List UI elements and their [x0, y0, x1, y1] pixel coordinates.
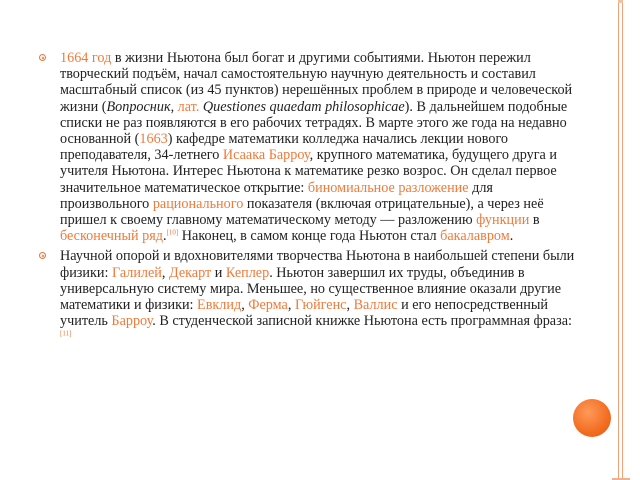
link-1663[interactable]: 1663 [139, 131, 168, 148]
link-1664-year[interactable]: 1664 год [60, 50, 112, 66]
text: ) кафедре математики колледжа начались лекции нового преподавателя, 34-летнего [60, 131, 509, 164]
text: показателя (включая отрицательные), а через неё пришел к своему главному математическому методу — разложению [60, 195, 544, 229]
paragraph-1 [38, 50, 576, 244]
link-rational[interactable]: рационального [152, 195, 244, 212]
text: , [161, 264, 169, 281]
link-barrow[interactable]: Барроу [111, 313, 153, 330]
slide-text-body [38, 50, 576, 350]
text: Научной опорой и вдохновителями творчества Ньютона в наибольшей степени были физики: [60, 248, 575, 281]
link-isaac-barrow[interactable]: Исаака Барроу [222, 147, 310, 164]
link-function[interactable]: функции [476, 212, 530, 229]
bullet-icon [39, 252, 46, 259]
text: и его непосредственный учитель [60, 297, 548, 330]
link-bachelor[interactable]: бакалавром [440, 228, 510, 245]
link-descartes[interactable]: Декарт [168, 264, 212, 281]
text: , [170, 98, 178, 115]
decorative-border-line [618, 0, 619, 480]
link-binomial-expansion[interactable]: биномиальное разложение [307, 179, 469, 196]
text: . [509, 228, 514, 245]
text: в [529, 212, 540, 229]
bullet-icon [39, 54, 46, 61]
text: , [241, 297, 249, 314]
text: . В студенческой записной книжке Ньютона есть программная фраза: [152, 313, 572, 330]
decorative-orange-circle [573, 399, 611, 437]
link-infinite-series[interactable]: бесконечный ряд [60, 228, 164, 245]
text: , [346, 297, 354, 314]
text: в жизни Ньютона был богат и другими событиями. Ньютон пережил творческий подъём, начал самостоятельную научную деятельность и составил масштабный список (из 45 пунктов) нерешённых проблем в природе и человеческой жизни ( [60, 50, 573, 115]
link-galileo[interactable]: Галилей [111, 264, 162, 281]
text: , крупного математика, будущего друга и учителя Ньютона. Интерес Ньютона к математике резко возрос. Он сделал первое значительное математическое открытие: [60, 147, 557, 196]
link-latin[interactable]: лат. [177, 98, 200, 115]
link-euclid[interactable]: Евклид [197, 297, 242, 314]
decorative-border-cap [618, 0, 623, 3]
link-fermat[interactable]: Ферма [248, 297, 288, 314]
link-wallis[interactable]: Валлис [353, 297, 398, 314]
text-italic: Вопросник [106, 98, 171, 115]
link-kepler[interactable]: Кеплер [225, 264, 270, 281]
text: , [287, 297, 295, 314]
text: для произвольного [60, 179, 493, 212]
text-italic: Questiones quaedam philosophicae [202, 98, 405, 115]
paragraph-2 [38, 248, 576, 345]
text: ). В дальнейшем подобные списки не раз появляются в его рабочих тетрадях. В марте этого же года на недавно основанной ( [60, 98, 568, 148]
text: . Ньютон завершил их труды, объединив в универсальную систему мира. Меньшее, но существенное влияние оказали другие математики и физики: [60, 264, 562, 314]
reference-link[interactable]: [10] [166, 228, 179, 237]
text: . [163, 228, 167, 245]
text: и [211, 264, 226, 281]
link-huygens[interactable]: Гюйгенс [294, 297, 347, 314]
reference-link[interactable]: [11] [60, 329, 72, 338]
decorative-border-line [622, 0, 623, 480]
text: Наконец, в самом конце года Ньютон стал [178, 228, 441, 245]
